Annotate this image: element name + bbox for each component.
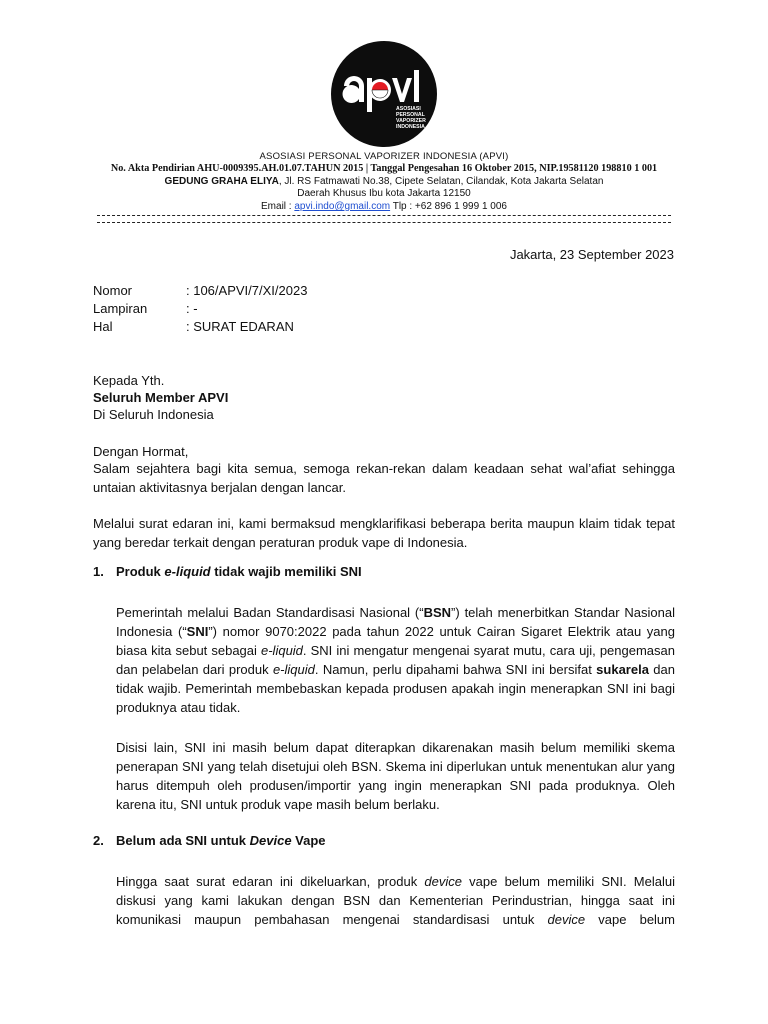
logo-tagline-1: ASOSIASI: [396, 106, 421, 112]
letterhead-divider-top: [97, 215, 671, 216]
apvi-logo-mark: [330, 40, 438, 148]
s1p1-sni: SNI: [186, 624, 209, 639]
s2p1-device-2: device: [547, 912, 586, 927]
apvi-logo: [330, 40, 438, 148]
phone-text: Tlp : +62 896 1 999 1 006: [390, 201, 507, 212]
recipient-line-1: Kepada Yth.: [93, 373, 165, 388]
s1p1-eliquid-1: e-liquid: [261, 643, 303, 658]
s2p1-a: Hingga saat surat edaran ini dikeluarkan, produk: [116, 874, 425, 889]
s1p1-eliquid-2: e-liquid: [272, 662, 315, 677]
meta-label-lampiran: Lampiran: [93, 301, 148, 316]
section-1-title-italic: e-liquid: [164, 564, 211, 579]
section-2-paragraph-1: [116, 872, 675, 929]
letterhead-contact: [0, 201, 768, 212]
s1p1-bsn: BSN: [423, 605, 452, 620]
s1p1-g: . SNI ini mengatur mengenai syarat mutu, cara uji, pengemasan dan pelabelan dari produk: [116, 643, 675, 677]
recipient-line-2: Seluruh Member APVI: [93, 390, 229, 405]
s1p1-e: ”) nomor 9070:2022 pada tahun 2022 untuk Cairan Sigaret Elektrik atau yang biasa kita sebut sebagai: [116, 624, 675, 658]
s1p1-a: Pemerintah melalui Badan Standardisasi Nasional (“: [116, 605, 424, 620]
letterhead-address: [0, 176, 768, 187]
meta-label-hal: Hal: [93, 319, 113, 334]
section-2-heading: [93, 833, 326, 848]
letterhead-address-rest: , Jl. RS Fatmawati No.38, Cipete Selatan, Cilandak, Kota Jakarta Selatan: [278, 176, 604, 187]
meta-value-nomor: : 106/APVI/7/XI/2023: [186, 283, 308, 298]
s1p1-sukarela: sukarela: [596, 662, 649, 677]
letterhead-org: ASOSIASI PERSONAL VAPORIZER INDONESIA (APVI): [259, 151, 509, 162]
greeting: Dengan Hormat,: [93, 444, 189, 459]
letterhead-divider-bottom: [97, 222, 671, 223]
email-link[interactable]: apvi.indo@gmail.com: [294, 201, 391, 212]
s1p1-i: . Namun, perlu dipahami bahwa SNI ini bersifat: [314, 662, 597, 677]
section-1-title-pre: Produk: [116, 564, 165, 579]
section-2-title-italic: Device: [249, 833, 292, 848]
intro-paragraph: Melalui surat edaran ini, kami bermaksud mengklarifikasi beberapa berita maupun klaim tidak tepat yang beredar terkait dengan peraturan produk vape di Indonesia.: [93, 516, 675, 550]
logo-tagline-4: INDONESIA: [396, 124, 425, 130]
letterhead-building: GEDUNG GRAHA ELIYA: [164, 176, 279, 187]
letterhead-address-2: Daerah Khusus Ibu kota Jakarta 12150: [297, 188, 471, 199]
section-1-paragraph-1: [116, 603, 675, 717]
section-1-number: 1.: [93, 564, 104, 579]
recipient-line-3: Di Seluruh Indonesia: [93, 407, 214, 422]
letter-date: Jakarta, 23 September 2023: [509, 247, 674, 262]
s2p1-device-1: device: [424, 874, 462, 889]
email-label: Email :: [261, 201, 295, 212]
s1p1-k: dan tidak wajib. Pemerintah membebaskan kepada produsen apakah ingin menerapkan SNI ini bagi produknya atau tidak.: [116, 662, 675, 715]
meta-value-hal: : SURAT EDARAN: [186, 319, 294, 334]
section-1-paragraph-2: Disisi lain, SNI ini masih belum dapat diterapkan dikarenakan masih belum memiliki skema penerapan SNI yang telah disetujui oleh BSN. Skema ini diperlukan untuk menentukan alur yang harus ditempuh oleh produsen/importir yang ingin menerapkan SNI pada produknya. Oleh karena itu, SNI untuk produk vape masih belum berlaku.: [116, 740, 675, 812]
s2p1-c: vape belum memiliki SNI. Melalui diskusi yang kami lakukan dengan BSN dan Kementerian Perindustrian, hingga saat ini komunikasi maupun pembahasan mengenai standardisasi untuk: [116, 874, 675, 927]
salam-paragraph: Salam sejahtera bagi kita semua, semoga rekan-rekan dalam keadaan sehat wal’afiat sehingga untaian aktivitasnya berjalan dengan lancar.: [93, 461, 675, 495]
logo-tagline-2: PERSONAL: [396, 112, 425, 118]
s1p1-c: ”) telah menerbitkan Standar Nasional Indonesia (“: [116, 605, 676, 639]
letterhead-akta: No. Akta Pendirian AHU-0009395.AH.01.07.TAHUN 2015 | Tanggal Pengesahan 16 Oktober 2015, NIP.19581120 198810 1 001: [110, 163, 658, 174]
meta-value-lampiran: : -: [186, 301, 198, 316]
section-2-title-pre: Belum ada SNI untuk: [116, 833, 250, 848]
s2p1-e: vape belum: [585, 912, 675, 927]
section-1-title-post: tidak wajib memiliki SNI: [210, 564, 362, 579]
section-2-number: 2.: [93, 833, 104, 848]
logo-tagline-3: VAPORIZER: [396, 118, 426, 124]
meta-label-nomor: Nomor: [93, 283, 133, 298]
section-2-title-post: Vape: [291, 833, 326, 848]
section-1-heading: [93, 564, 362, 579]
